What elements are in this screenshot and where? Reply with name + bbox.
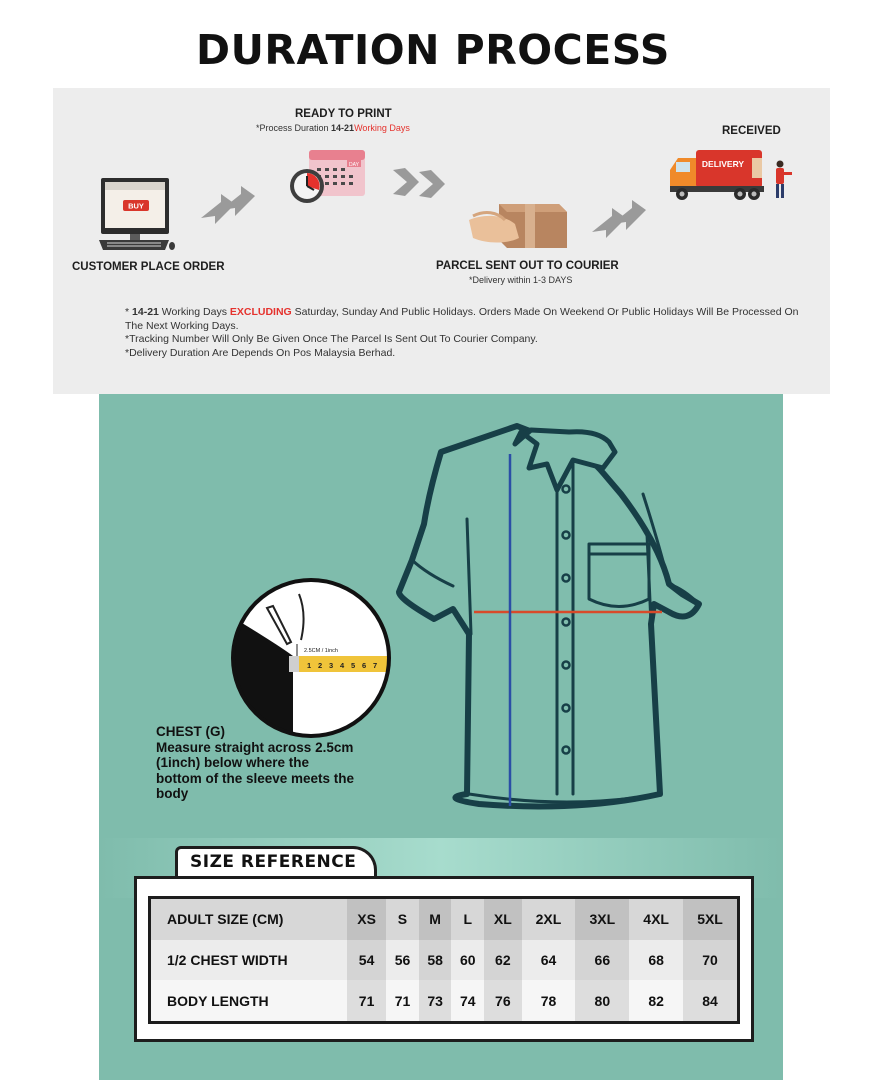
size-5xl: 5XL	[683, 899, 737, 940]
table-cell: 58	[419, 940, 452, 981]
table-cell: 66	[575, 940, 629, 981]
page-title: DURATION PROCESS	[196, 26, 670, 74]
size-l: L	[463, 911, 473, 928]
size-m: M	[419, 899, 452, 940]
tape-number: 5	[351, 661, 356, 670]
double-chevron-icon	[590, 192, 660, 244]
table-header-label: ADULT SIZE (CM)	[167, 911, 284, 928]
size-4xl: 4XL	[643, 911, 669, 928]
delivery-truck-icon	[668, 146, 798, 206]
tape-number: 2	[318, 661, 323, 670]
delivery-window-note: *Delivery within 1-3 DAYS	[469, 275, 573, 285]
double-chevron-icon	[199, 180, 267, 230]
table-row	[151, 980, 737, 1021]
table-header-row	[151, 899, 737, 940]
note-tracking: *Tracking Number Will Only Be Given Once The Parcel Is Sent Out To Courier Company.	[125, 333, 538, 345]
size-reference-tab	[175, 846, 377, 879]
measurement-guide-panel	[99, 394, 783, 1080]
chest-heading: CHEST (G)	[156, 724, 225, 739]
calendar-badge: DAY	[349, 162, 359, 168]
step-received: RECEIVED	[722, 125, 781, 137]
calendar-clock-icon	[287, 146, 373, 208]
table-cell: 68	[648, 951, 664, 968]
tape-measure-magnifier	[227, 574, 395, 742]
tape-number: 7	[373, 661, 378, 670]
table-cell: 62	[484, 940, 522, 981]
tape-label: 2.5CM / 1inch	[304, 648, 338, 654]
table-cell: 54	[347, 940, 386, 981]
table-cell: 76	[484, 980, 522, 1021]
parcel-hands-icon	[463, 198, 573, 254]
double-chevron-icon	[391, 164, 461, 204]
computer-icon	[95, 174, 175, 252]
size-xl: XL	[484, 899, 522, 940]
size-2xl: 2XL	[535, 911, 562, 928]
table-cell: 73	[419, 980, 452, 1021]
table-cell: 70	[683, 940, 737, 981]
step-parcel-sent: PARCEL SENT OUT TO COURIER	[436, 260, 619, 272]
table-cell: 71	[394, 992, 411, 1009]
note-working-days: * 14-21 Working Days EXCLUDING Saturday, Sunday And Public Holidays. Orders Made On Weekend Or Public Holidays Will Be Processed On The Next Working Days.	[125, 306, 799, 332]
tape-number: 6	[362, 661, 367, 670]
table-row	[151, 940, 737, 981]
tape-number: 3	[329, 661, 334, 670]
size-xs: XS	[347, 899, 386, 940]
size-3xl: 3XL	[575, 899, 629, 940]
table-cell: 78	[540, 992, 557, 1009]
buy-sign: BUY	[128, 201, 144, 211]
table-cell: 74	[459, 992, 476, 1009]
size-reference-title: SIZE REFERENCE	[190, 852, 357, 872]
truck-sign: DELIVERY	[701, 159, 745, 169]
table-cell: 56	[394, 951, 411, 968]
size-s: S	[397, 911, 408, 928]
tape-number: 1	[307, 661, 312, 670]
process-duration-note: *Process Duration 14-21Working Days	[256, 123, 410, 133]
table-cell: 60	[459, 951, 476, 968]
chest-instruction: Measure straight across 2.5cm (1inch) below where the bottom of the sleeve meets the body	[156, 739, 355, 801]
table-cell: 71	[347, 980, 386, 1021]
table-cell: 84	[683, 980, 737, 1021]
tape-number: 4	[340, 661, 345, 670]
size-table-frame	[134, 876, 754, 1042]
table-cell: 82	[648, 992, 664, 1009]
step-ready-to-print: READY TO PRINT	[295, 108, 392, 120]
size-table-grid	[151, 899, 737, 1021]
table-cell: 64	[540, 951, 557, 968]
size-table	[148, 896, 740, 1024]
chest-measure-instruction	[156, 724, 356, 802]
table-cell: 80	[575, 980, 629, 1021]
note-delivery-duration: *Delivery Duration Are Depends On Pos Malaysia Berhad.	[125, 346, 396, 359]
step-customer-place-order: CUSTOMER PLACE ORDER	[72, 261, 225, 273]
process-notes	[125, 306, 815, 360]
row-label-length: BODY LENGTH	[167, 992, 269, 1009]
duration-process-panel	[53, 88, 830, 394]
row-label-chest: 1/2 CHEST WIDTH	[167, 951, 288, 968]
